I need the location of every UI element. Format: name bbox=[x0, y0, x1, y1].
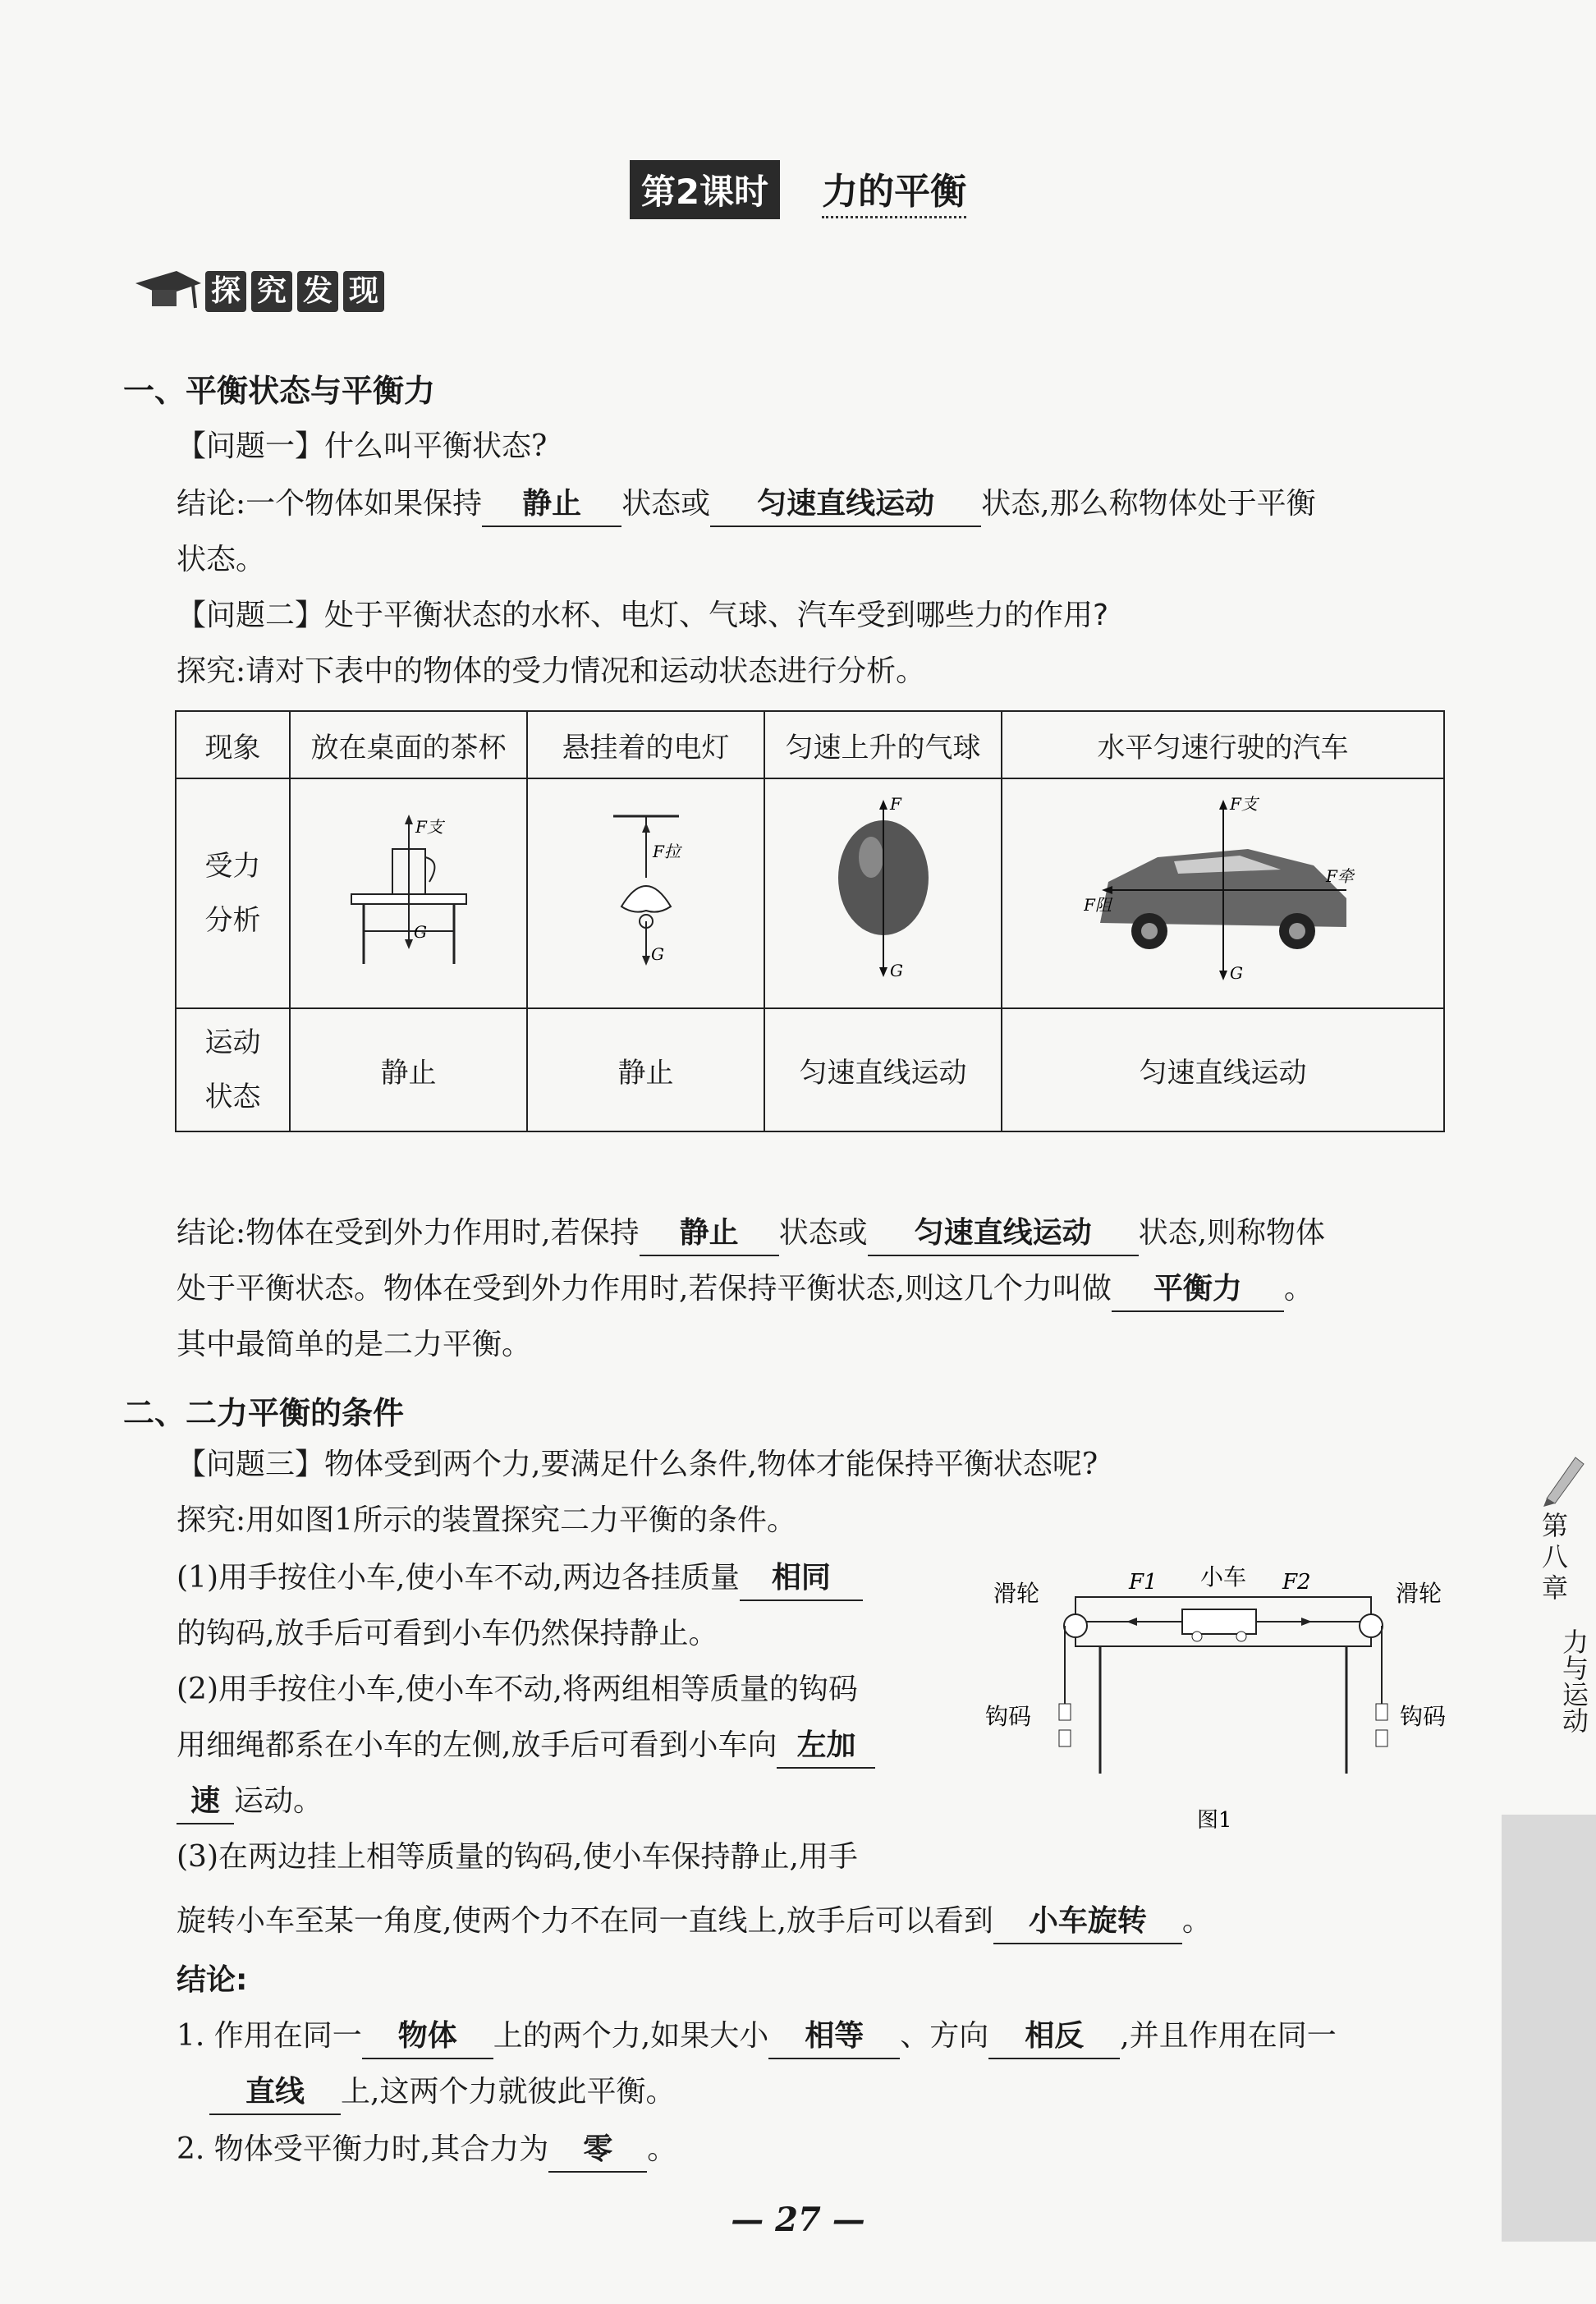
explore-1: 探究:请对下表中的物体的受力情况和运动状态进行分析。 bbox=[177, 654, 926, 688]
answer-blank: 匀速直线运动 bbox=[868, 1212, 1139, 1256]
answer-blank: 零 bbox=[548, 2128, 647, 2173]
svg-text:F2: F2 bbox=[1282, 1570, 1311, 1595]
table-header: 水平匀速行驶的汽车 bbox=[1002, 711, 1444, 778]
svg-text:F: F bbox=[889, 793, 901, 814]
svg-text:F牵: F牵 bbox=[1325, 865, 1354, 886]
answer-blank: 相等 bbox=[768, 2015, 900, 2059]
key-point-1: 1. 作用在同一 物体 上的两个力,如果大小 相等 、方向 相反 ,并且作用在同一 bbox=[177, 2008, 1337, 2064]
key-point-1-line2: 直线 上,这两个力就彼此平衡。 bbox=[209, 2064, 675, 2120]
explore-2: 探究:用如图1所示的装置探究二力平衡的条件。 bbox=[177, 1503, 797, 1537]
chapter-tab bbox=[1530, 1449, 1596, 1733]
svg-text:F拉: F拉 bbox=[652, 841, 681, 861]
question-1: 【问题一】什么叫平衡状态? bbox=[177, 429, 548, 463]
force-diagram-lamp bbox=[527, 778, 764, 1008]
motion-cell: 静止 bbox=[527, 1008, 764, 1131]
svg-text:G: G bbox=[413, 921, 427, 942]
answer-blank: 匀速直线运动 bbox=[710, 483, 981, 527]
table-header: 匀速上升的气球 bbox=[764, 711, 1002, 778]
motion-cell: 静止 bbox=[290, 1008, 527, 1131]
svg-text:图1: 图1 bbox=[1197, 1808, 1232, 1833]
conclusion-1: 结论:一个物体如果保持 静止 状态或 匀速直线运动 状态,那么称物体处于平衡 bbox=[177, 476, 1316, 532]
observation-table bbox=[175, 710, 1445, 1132]
table-header: 放在桌面的茶杯 bbox=[290, 711, 527, 778]
part2-heading: 二、二力平衡的条件 bbox=[123, 1395, 405, 1431]
section-banner-text: 探 究 发 现 bbox=[205, 271, 389, 312]
svg-text:小车: 小车 bbox=[1200, 1563, 1247, 1590]
svg-text:滑轮: 滑轮 bbox=[1396, 1580, 1442, 1607]
answer-blank: 速 bbox=[177, 1780, 234, 1824]
table-header: 悬挂着的电灯 bbox=[527, 711, 764, 778]
motion-cell: 匀速直线运动 bbox=[764, 1008, 1002, 1131]
pencil-icon bbox=[1539, 1449, 1588, 1507]
conclusion-label: 结论: bbox=[177, 1963, 248, 1997]
answer-blank: 相同 bbox=[740, 1557, 863, 1601]
svg-text:F支: F支 bbox=[1229, 793, 1258, 814]
motion-cell: 匀速直线运动 bbox=[1002, 1008, 1444, 1131]
svg-text:G: G bbox=[650, 943, 664, 964]
svg-text:G: G bbox=[889, 960, 903, 980]
step-1-line2: 的钩码,放手后可看到小车仍然保持静止。 bbox=[177, 1617, 718, 1650]
step-2: (2)用手按住小车,使小车不动,将两组相等质量的钩码 bbox=[177, 1673, 858, 1706]
step-2-line3: 速 运动。 bbox=[177, 1774, 323, 1829]
chapter-topic: 力与运动 bbox=[1558, 1628, 1589, 1733]
lesson-header bbox=[0, 160, 1596, 219]
force-diagram-car bbox=[1002, 778, 1444, 1008]
side-gray-bar bbox=[1502, 1815, 1596, 2242]
svg-text:F1: F1 bbox=[1129, 1570, 1158, 1595]
answer-blank: 物体 bbox=[362, 2015, 493, 2059]
figure-1 bbox=[985, 1548, 1461, 1843]
conclusion-2-line2: 处于平衡状态。物体在受到外力作用时,若保持平衡状态,则这几个力叫做 平衡力 。 bbox=[177, 1261, 1314, 1317]
conclusion-2-line3: 其中最简单的是二力平衡。 bbox=[177, 1328, 532, 1361]
table-header: 现象 bbox=[176, 711, 290, 778]
section-banner bbox=[131, 267, 389, 316]
lesson-label: 第2课时 bbox=[630, 160, 780, 219]
question-3: 【问题三】物体受到两个力,要满足什么条件,物体才能保持平衡状态呢? bbox=[177, 1448, 1098, 1481]
force-diagram-balloon bbox=[764, 778, 1002, 1008]
answer-blank: 小车旋转 bbox=[993, 1900, 1182, 1944]
svg-text:F支: F支 bbox=[415, 816, 443, 837]
svg-text:钩码: 钩码 bbox=[985, 1703, 1032, 1730]
answer-blank: 相反 bbox=[988, 2015, 1120, 2059]
part1-heading: 一、平衡状态与平衡力 bbox=[123, 373, 436, 409]
answer-blank: 直线 bbox=[209, 2071, 341, 2115]
question-2: 【问题二】处于平衡状态的水杯、电灯、气球、汽车受到哪些力的作用? bbox=[177, 599, 1109, 632]
page-number: — 27 — bbox=[731, 2201, 865, 2239]
conclusion-2: 结论:物体在受到外力作用时,若保持 静止 状态或 匀速直线运动 状态,则称物体 bbox=[177, 1205, 1325, 1261]
row-label-force: 受力 分析 bbox=[176, 778, 290, 1008]
svg-text:G: G bbox=[1229, 962, 1243, 983]
svg-text:F阻: F阻 bbox=[1083, 894, 1112, 915]
key-point-2: 2. 物体受平衡力时,其合力为 零 。 bbox=[177, 2122, 676, 2178]
step-3-line2: 旋转小车至某一角度,使两个力不在同一直线上,放手后可以看到 小车旋转 。 bbox=[177, 1893, 1212, 1949]
answer-blank: 静止 bbox=[640, 1212, 779, 1256]
lesson-title: 力的平衡 bbox=[822, 162, 966, 218]
answer-blank: 平衡力 bbox=[1112, 1268, 1284, 1312]
svg-text:滑轮: 滑轮 bbox=[993, 1580, 1040, 1607]
step-3: (3)在两边挂上相等质量的钩码,使小车保持静止,用手 bbox=[177, 1840, 858, 1874]
step-2-line2: 用细绳都系在小车的左侧,放手后可看到小车向 左加 bbox=[177, 1718, 875, 1774]
row-label-motion: 运动 状态 bbox=[176, 1008, 290, 1131]
step-1: (1)用手按住小车,使小车不动,两边各挂质量 相同 bbox=[177, 1550, 863, 1606]
answer-blank: 左加 bbox=[777, 1724, 875, 1769]
force-diagram-cup bbox=[290, 778, 527, 1008]
answer-blank: 静止 bbox=[482, 483, 621, 527]
conclusion-1-tail: 状态。 bbox=[177, 543, 266, 576]
chapter-number: 第八章 bbox=[1541, 1510, 1568, 1604]
mortarboard-icon bbox=[131, 267, 205, 316]
svg-text:钩码: 钩码 bbox=[1400, 1703, 1447, 1730]
